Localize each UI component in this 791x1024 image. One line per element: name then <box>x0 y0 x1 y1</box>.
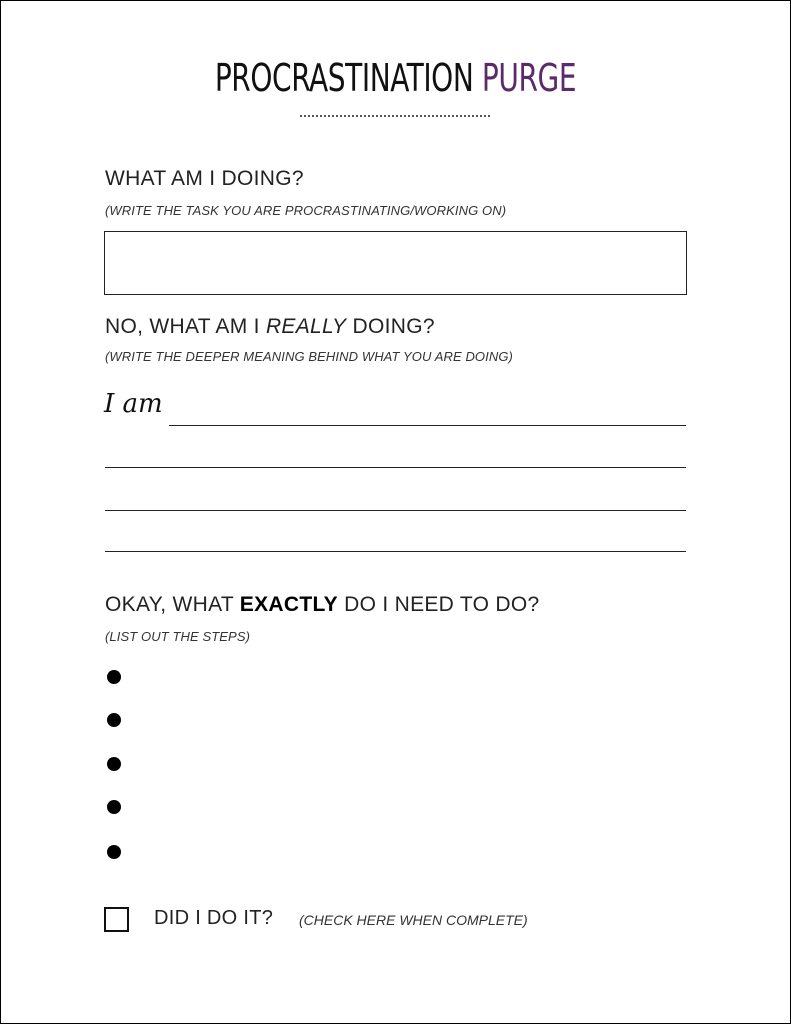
heading-emphasis: REALLY <box>265 315 347 338</box>
page-title <box>72 57 719 99</box>
step-bullet <box>107 713 121 727</box>
writing-line[interactable] <box>105 467 686 468</box>
heading-bold: EXACTLY <box>239 593 338 616</box>
title-part-1: PROCRASTINATION <box>214 56 474 100</box>
section-subtext-task: (WRITE THE TASK YOU ARE PROCRASTINATING/WORKING ON) <box>105 203 507 218</box>
step-bullet <box>107 800 121 814</box>
heading-text: DO I NEED TO DO? <box>337 593 540 616</box>
heading-text: OKAY, WHAT <box>105 593 240 616</box>
heading-text: DOING? <box>346 315 435 338</box>
completion-subtext: (CHECK HERE WHEN COMPLETE) <box>299 912 528 928</box>
step-bullet <box>107 670 121 684</box>
handwritten-lead: I am <box>104 389 163 419</box>
completion-label: DID I DO IT? <box>154 907 274 929</box>
complete-checkbox[interactable] <box>104 907 129 932</box>
writing-line[interactable] <box>105 510 686 511</box>
step-bullet <box>107 845 121 859</box>
heading-text: NO, WHAT AM I <box>105 315 266 338</box>
writing-line[interactable] <box>169 425 686 426</box>
section-subtext-deeper-meaning: (WRITE THE DEEPER MEANING BEHIND WHAT YOU ARE DOING) <box>105 349 513 364</box>
task-input-box[interactable] <box>104 231 687 295</box>
writing-line[interactable] <box>105 551 686 552</box>
step-bullet <box>107 757 121 771</box>
title-part-2: PURGE <box>481 56 577 100</box>
section-heading-exactly <box>105 593 540 617</box>
title-divider <box>300 115 490 117</box>
section-subtext-steps: (LIST OUT THE STEPS) <box>105 629 251 644</box>
section-heading-what-am-i-doing: WHAT AM I DOING? <box>105 167 304 190</box>
section-heading-really-doing <box>105 315 435 339</box>
